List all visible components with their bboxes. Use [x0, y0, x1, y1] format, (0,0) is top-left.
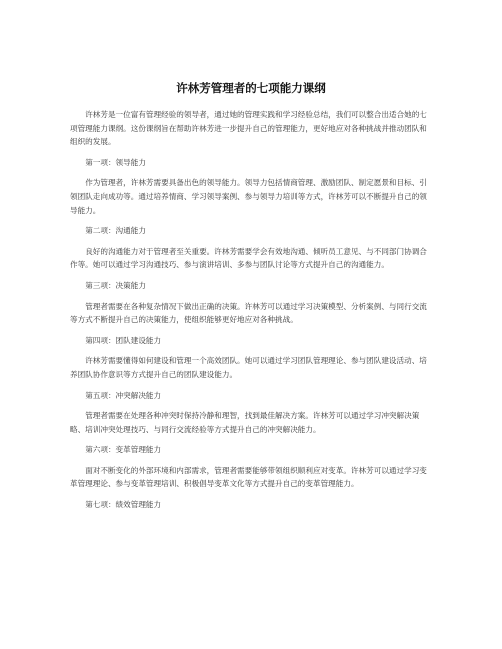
section-heading-4: 第四项：团队建设能力: [85, 335, 162, 345]
section-body-3: 管理者需要在各种复杂情况下做出正确的决策。许林芳可以通过学习决策模型、分析案例、与同行交流等方式不断提升自己的决策能力，使组织能够更好地应对各种挑战。: [70, 301, 427, 325]
section-heading-2: 第二项：沟通能力: [85, 226, 146, 236]
section-heading-1: 第一项：领导能力: [85, 157, 146, 167]
section-heading-6: 第六项：变革管理能力: [85, 445, 162, 455]
section-body-6: 面对不断变化的外部环境和内部需求，管理者需要能够带领组织顺利应对变革。许林芳可以通过学习变革管理理论、参与变革管理培训、积极倡导变革文化等方式提升自己的变革管理能力。: [70, 465, 427, 489]
section-body-4: 许林芳需要懂得如何建设和管理一个高效团队。她可以通过学习团队管理理论、参与团队建设活动、培养团队协作意识等方式提升自己的团队建设能力。: [70, 356, 427, 379]
section-body-1: 作为管理者，许林芳需要具备出色的领导能力。领导力包括情商管理、激励团队、制定愿景和目标、引领团队走向成功等。通过培养情商、学习领导案例、参与领导力培训等方式，许林芳可以不断提升自己的领导能力。: [70, 178, 427, 215]
document-title: 许林芳管理者的七项能力课纲: [176, 81, 326, 95]
section-body-2: 良好的沟通能力对于管理者至关重要。许林芳需要学会有效地沟通、倾听员工意见、与不同部门协调合作等。她可以通过学习沟通技巧、参与演讲培训、多参与团队讨论等方式提升自己的沟通能力。: [70, 246, 427, 270]
section-body-5: 管理者需要在处理各种冲突时保持冷静和理智，找到最佳解决方案。许林芳可以通过学习冲突解决策略、培训冲突处理技巧、与同行交流经验等方式提升自己的冲突解决能力。: [70, 411, 420, 434]
section-heading-7: 第七项：绩效管理能力: [85, 500, 162, 510]
section-heading-3: 第三项：决策能力: [85, 280, 146, 290]
intro-paragraph: 许林芳是一位富有管理经验的领导者，通过她的管理实践和学习经验总结，我们可以整合出适合她的七项管理能力课纲。这份课纲旨在帮助许林芳进一步提升自己的管理能力，更好地应对各种挑战并推动团队和组织的发展。: [70, 110, 427, 147]
section-heading-5: 第五项：冲突解决能力: [85, 390, 162, 400]
